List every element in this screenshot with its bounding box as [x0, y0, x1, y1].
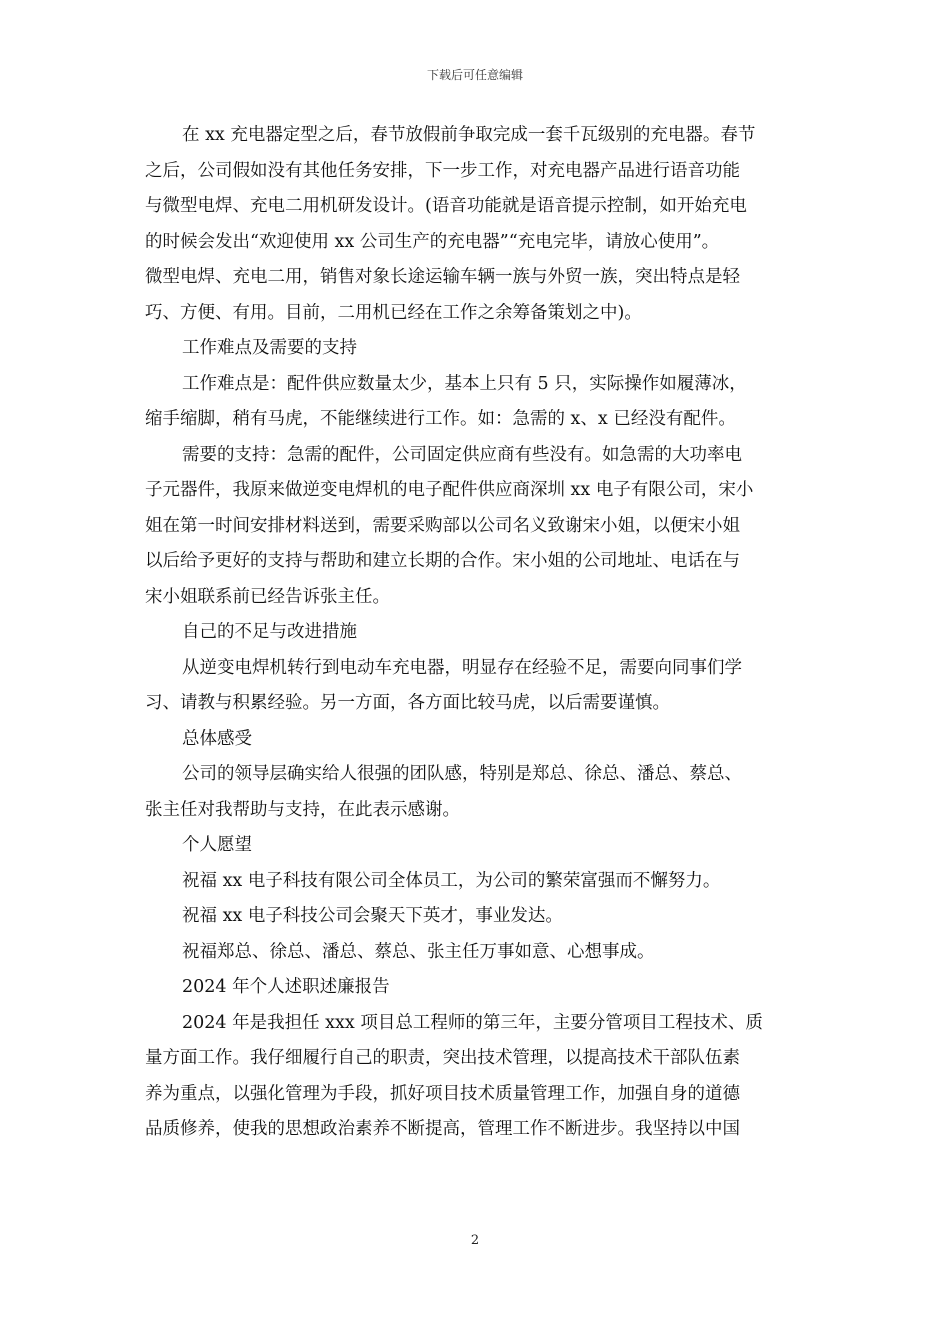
paragraph-line: 在 xx 充电器定型之后，春节放假前争取完成一套千瓦级别的充电器。春节	[182, 125, 756, 145]
section-heading: 2024 年个人述职述廉报告	[182, 977, 390, 997]
paragraph-line: 之后，公司假如没有其他任务安排，下一步工作，对充电器产品进行语音功能	[145, 160, 740, 181]
paragraph-line: 习、请教与积累经验。另一方面，各方面比较马虎，以后需要谨慎。	[145, 693, 670, 713]
paragraph-line: 量方面工作。我仔细履行自己的职责，突出技术管理，以提高技术干部队伍素	[145, 1048, 740, 1068]
paragraph-line: 从逆变电焊机转行到电动车充电器，明显存在经验不足，需要向同事们学	[182, 657, 742, 678]
paragraph-line: 需要的支持：急需的配件，公司固定供应商有些没有。如急需的大功率电	[182, 444, 742, 465]
paragraph-line: 宋小姐联系前已经告诉张主任。	[145, 586, 390, 607]
section-heading: 自己的不足与改进措施	[182, 622, 357, 642]
paragraph-line: 养为重点，以强化管理为手段，抓好项目技术质量管理工作，加强自身的道德	[145, 1083, 740, 1104]
paragraph-line: 工作难点是：配件供应数量太少，基本上只有 5 只，实际操作如履薄冰，	[182, 373, 747, 394]
paragraph-line: 祝福 xx 电子科技公司会聚天下英才，事业发达。	[182, 906, 563, 926]
paragraph-line: 子元器件，我原来做逆变电焊机的电子配件供应商深圳 xx 电子有限公司，宋小	[145, 480, 754, 500]
paragraph-line: 祝福 xx 电子科技有限公司全体员工，为公司的繁荣富强而不懈努力。	[182, 870, 721, 891]
page-header: 下载后可任意编辑	[426, 68, 523, 82]
paragraph-line: 的时候会发出“欢迎使用 xx 公司生产的充电器”“充电完毕，请放心使用”。	[145, 231, 720, 252]
section-heading: 工作难点及需要的支持	[182, 338, 357, 358]
paragraph-line: 品质修养，使我的思想政治素养不断提高，管理工作不断进步。我坚持以中国	[145, 1119, 740, 1139]
paragraph-line: 姐在第一时间安排材料送到，需要采购部以公司名义致谢宋小姐，以便宋小姐	[145, 515, 740, 536]
section-heading: 总体感受	[182, 728, 252, 749]
paragraph-line: 公司的领导层确实给人很强的团队感，特别是郑总、徐总、潘总、蔡总、	[182, 764, 742, 784]
paragraph-line: 与微型电焊、充电二用机研发设计。(语音功能就是语音提示控制，如开始充电	[145, 196, 747, 216]
paragraph-line: 祝福郑总、徐总、潘总、蔡总、张主任万事如意、心想事成。	[182, 941, 655, 962]
page-number: 2	[470, 1233, 480, 1248]
paragraph-line: 2024 年是我担任 xxx 项目总工程师的第三年，主要分管项目工程技术、质	[182, 1012, 763, 1033]
section-heading: 个人愿望	[182, 835, 252, 855]
paragraph-line: 缩手缩脚，稍有马虎，不能继续进行工作。如：急需的 x、x 已经没有配件。	[145, 409, 736, 429]
paragraph-line: 以后给予更好的支持与帮助和建立长期的合作。宋小姐的公司地址、电话在与	[145, 551, 740, 571]
paragraph-line: 张主任对我帮助与支持，在此表示感谢。	[145, 799, 460, 820]
document-body	[145, 118, 807, 1148]
paragraph-line: 微型电焊、充电二用，销售对象长途运输车辆一族与外贸一族，突出特点是轻	[145, 267, 740, 287]
paragraph-line: 巧、方便、有用。目前，二用机已经在工作之余筹备策划之中)。	[145, 302, 642, 323]
